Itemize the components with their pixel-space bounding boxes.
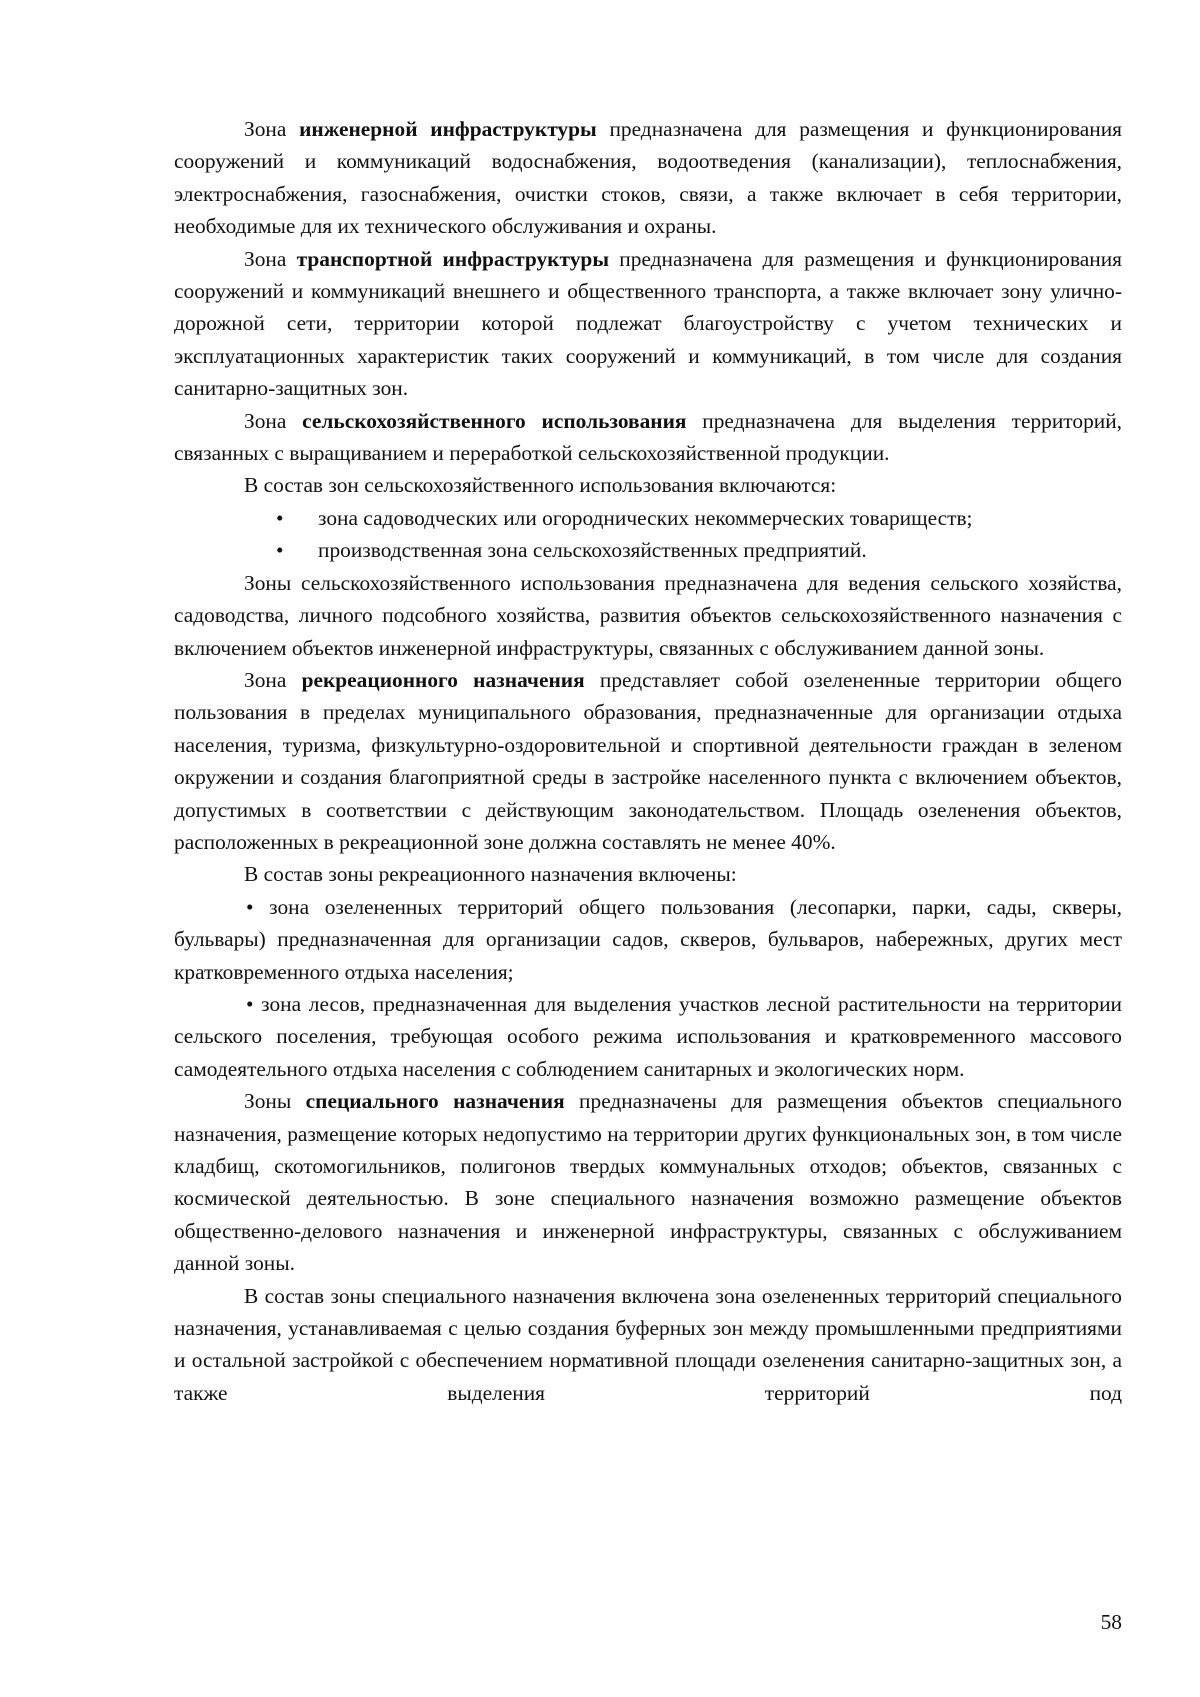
paragraph-transport-zone: Зона транспортной инфраструктуры предназначена для размещения и функционирования сооружений и коммуникаций внешнего и общественного транспорта, а также включает зону улично-дорожной сети, территории которой подлежат благоустройству с учетом технических и эксплуатационных характеристик таких сооружений и коммуникаций, в том числе для создания санитарно-защитных зон. <box>174 246 1122 401</box>
paragraph-recreation-composition: В состав зоны рекреационного назначения включены: <box>244 862 737 887</box>
bullet-paragraph-forests: • зона лесов, предназначенная для выделения участков лесной растительности на территории сельского поселения, требующая особого режима использования и кратковременного массового самодеятельного отдыха населения с соблюдением санитарных и экологических норм. <box>174 991 1122 1081</box>
bullet-icon: • <box>276 538 284 563</box>
bullet-icon: • <box>246 894 254 919</box>
term-transport-infrastructure: транспортной инфраструктуры <box>296 246 610 271</box>
paragraph-special-zone: Зоны специального назначения предназначены для размещения объектов специального назначения, размещение которых недопустимо на территории других функциональных зон, в том числе кладбищ, скотомогильников, полигонов твердых коммунальных отходов; объектов, связанных с космической деятельностью. В зоне специального назначения возможно размещение объектов общественно-делового назначения и инженерной инфраструктуры, связанных с обслуживанием данной зоны. <box>174 1089 1122 1276</box>
list-item: • зона садоводческих или огороднических некоммерческих товариществ; <box>174 502 1122 534</box>
bullet-icon: • <box>246 991 254 1016</box>
paragraph-special-composition: В состав зоны специального назначения включена зона озелененных территорий специального назначения, устанавливаемая с целью создания буферных зон между промышленными предприятиями и остальной застройкой с обеспечением нормативной площади озеленения санитарно-защитных зон, а также выделения территорий под <box>174 1283 1122 1405</box>
page-number: 58 <box>1100 1610 1122 1634</box>
bullet-paragraph-green-areas: • зона озелененных территорий общего пользования (лесопарки, парки, сады, скверы, бульвары) предназначенная для организации садов, скверов, бульваров, набережных, других мест кратковременного отдыха населения; <box>174 894 1122 984</box>
paragraph-engineering-zone: Зона инженерной инфраструктуры предназначена для размещения и функционирования сооружений и коммуникаций водоснабжения, водоотведения (канализации), теплоснабжения, электроснабжения, газоснабжения, очистки стоков, связи, а также включает в себя территории, необходимые для их технического обслуживания и охраны. <box>174 117 1122 239</box>
paragraph-agricultural-purpose: Зоны сельскохозяйственного использования предназначена для ведения сельского хозяйства, садоводства, личного подсобного хозяйства, развития объектов сельскохозяйственного назначения с включением объектов инженерной инфраструктуры, связанных с обслуживанием данной зоны. <box>174 570 1122 660</box>
term-special-purpose: специального назначения <box>305 1089 565 1114</box>
document-body <box>174 113 1122 1409</box>
agricultural-zone-list <box>174 502 1122 567</box>
term-engineering-infrastructure: инженерной инфраструктуры <box>299 117 597 141</box>
paragraph-agricultural-zone: Зона сельскохозяйственного использования предназначена для выделения территорий, связанных с выращиванием и переработкой сельскохозяйственной продукции. <box>174 408 1123 466</box>
bullet-icon: • <box>276 505 284 530</box>
paragraph-agricultural-composition: В состав зон сельскохозяйственного использования включаются: <box>244 473 837 498</box>
list-item: • производственная зона сельскохозяйственных предприятий. <box>174 534 1122 566</box>
term-recreational-purpose: рекреационного назначения <box>301 667 585 692</box>
term-agricultural-use: сельскохозяйственного использования <box>302 408 687 433</box>
paragraph-recreation-zone: Зона рекреационного назначения представляет собой озелененные территории общего пользования в пределах муниципального образования, предназначенные для организации отдыха населения, туризма, физкультурно-оздоровительной и спортивной деятельности граждан в зеленом окружении и создания благоприятной среды в застройке населенного пункта с включением объектов, допустимых в соответствии с действующим законодательством. Площадь озеленения объектов, расположенных в рекреационной зоне должна составлять не менее 40%. <box>174 667 1122 854</box>
